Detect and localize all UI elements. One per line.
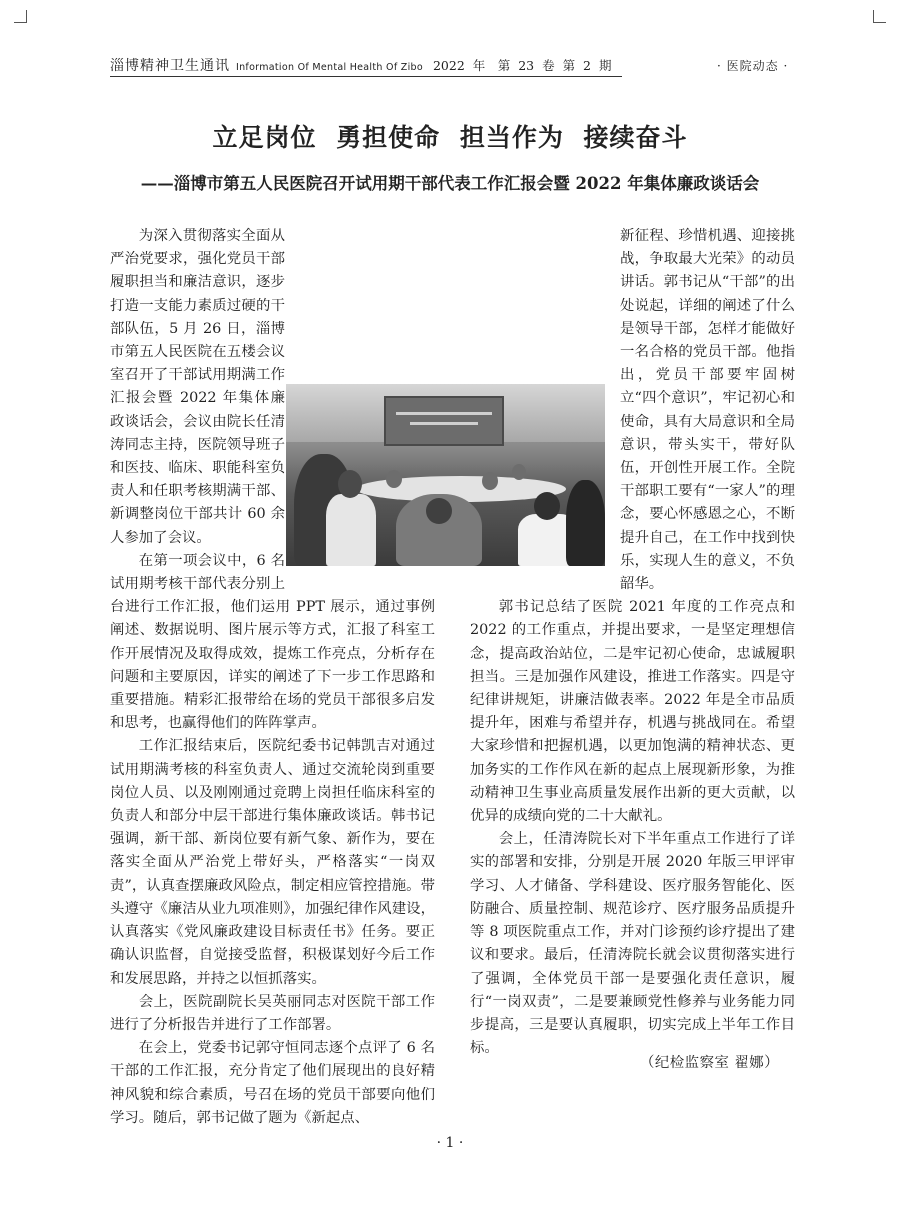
- right-column: [470, 225, 795, 1060]
- article-subtitle: ——淄博市第五人民医院召开试用期干部代表工作汇报会暨 2022 年集体廉政谈话会: [140, 174, 760, 193]
- issue-info: 2022 年 第 23 卷 第 2 期: [432, 58, 612, 73]
- paragraph: 在会上，党委书记郭守恒同志逐个点评了 6 名干部的工作汇报，充分肯定了他们展现出的良好精神风貌和综合素质，号召在场的党员干部要向他们学习。随后，郭书记做了题为《新起点、: [110, 1040, 435, 1126]
- journal-name: 淄博精神卫生通讯: [110, 58, 230, 74]
- paragraph: 新征程、珍惜机遇、迎接挑战，争取最大光荣》的动员讲话。郭书记从“干部”的出处说起，详细的阐述了什么是领导干部，怎样才能做好一名合格的党员干部。他指出，党员干部要牢固树立“四个意识”，牢记初心和使命，具有大局意识和全局意识，带头实干，带好队伍，开创性开展工作。全院干部职工要有“一家人”的理念，要心怀感恩之心，不断提升自己，在工作中找到快乐，实现人生的意义，不负韶华。: [620, 228, 795, 593]
- paragraph: 会上，任清涛院长对下半年重点工作进行了详实的部署和安排，分别是开展 2020 年版三甲评审学习、人才储备、学科建设、医疗服务智能化、医防融合、质量控制、规范诊疗、医疗服务品质提升等 8 项医院重点工作，并对门诊预约诊疗提出了建议和要求。最后，任清涛院长就会议贯彻落实进行了强调，全体党员干部一是要强化责任意识，履行“一岗双责”，二是要兼顾党性修养与业务能力同步提高，三是要认真履职，切实完成上半年工作目标。: [470, 831, 795, 1057]
- paragraph: 郭书记总结了医院 2021 年度的工作亮点和 2022 的工作重点，并提出要求，一是坚定理想信念，提高政治站位，二是牢记初心使命，忠诚履职担当。三是加强作风建设，推进工作落实。四是守纪律讲规矩，讲廉洁做表率。2022 年是全市品质提升年，困难与希望并存，机遇与挑战同在。希望大家珍惜和把握机遇，以更加饱满的精神状态、更加务实的工作作风在新的起点上展现新形象，为推动精神卫生事业高质量发展作出新的更大贡献，以优异的成绩向党的二十大献礼。: [470, 599, 795, 825]
- left-column: [110, 225, 435, 1130]
- page-number: · 1 ·: [436, 1135, 464, 1151]
- paragraph: 为深入贯彻落实全面从严治党要求，强化党员干部履职担当和廉洁意识，逐步打造一支能力素质过硬的干部队伍，5 月 26 日，淄博市第五人民医院在五楼会议室召开了干部试用期满工作汇报会暨 2022 年集体廉政谈话会，会议由院长任清涛同志主持，医院领导班子和医技、临床、职能科室负责人和任职考核期满干部、新调整岗位干部共计 60 余人参加了会议。: [110, 228, 285, 546]
- paragraph: 会上，医院副院长吴英丽同志对医院干部工作进行了分析报告并进行了工作部署。: [110, 993, 435, 1033]
- crop-mark-top-right: [873, 10, 886, 23]
- paragraph: 在第一项会议中，6 名试用期考核干部代表分别上台进行工作汇报，他们运用 PPT 展示，通过事例阐述、数据说明、图片展示等方式，汇报了科室工作开展情况及取得成效，提炼工作亮点，分析存在问题和主要原因，详实的阐述了下一步工作思路和重要措施。精彩汇报带给在场的党员干部很多启发和思考，也赢得他们的阵阵掌声。: [110, 552, 435, 732]
- header-rule: [110, 76, 622, 77]
- crop-mark-top-left: [14, 10, 27, 23]
- running-header: [110, 56, 620, 76]
- paragraph: 工作汇报结束后，医院纪委书记韩凯吉对通过试用期满考核的科室负责人、通过交流轮岗到重要岗位人员、以及刚刚通过竞聘上岗担任临床科室的负责人和部分中层干部进行集体廉政谈话。韩书记强调，新干部、新岗位要有新气象、新作为，要在落实全面从严治党上带好头，严格落实“一岗双责”，认真查摆廉政风险点，制定相应管控措施。带头遵守《廉洁从业九项准则》，加强纪律作风建设，认真落实《党风廉政建设目标责任书》任务。要正确认识监督，自觉接受监督，积极谋划好今后工作和发展思路，并持之以恒抓落实。: [110, 738, 435, 987]
- meeting-photo: [286, 384, 605, 566]
- article-signature: （纪检监察室 翟娜）: [640, 1055, 780, 1071]
- article-title: 立足岗位 勇担使命 担当作为 接续奋斗: [212, 123, 688, 152]
- section-tag: · 医院动态 ·: [717, 59, 789, 73]
- projection-screen: [384, 396, 504, 446]
- journal-english-name: Information Of Mental Health Of Zibo: [236, 62, 423, 73]
